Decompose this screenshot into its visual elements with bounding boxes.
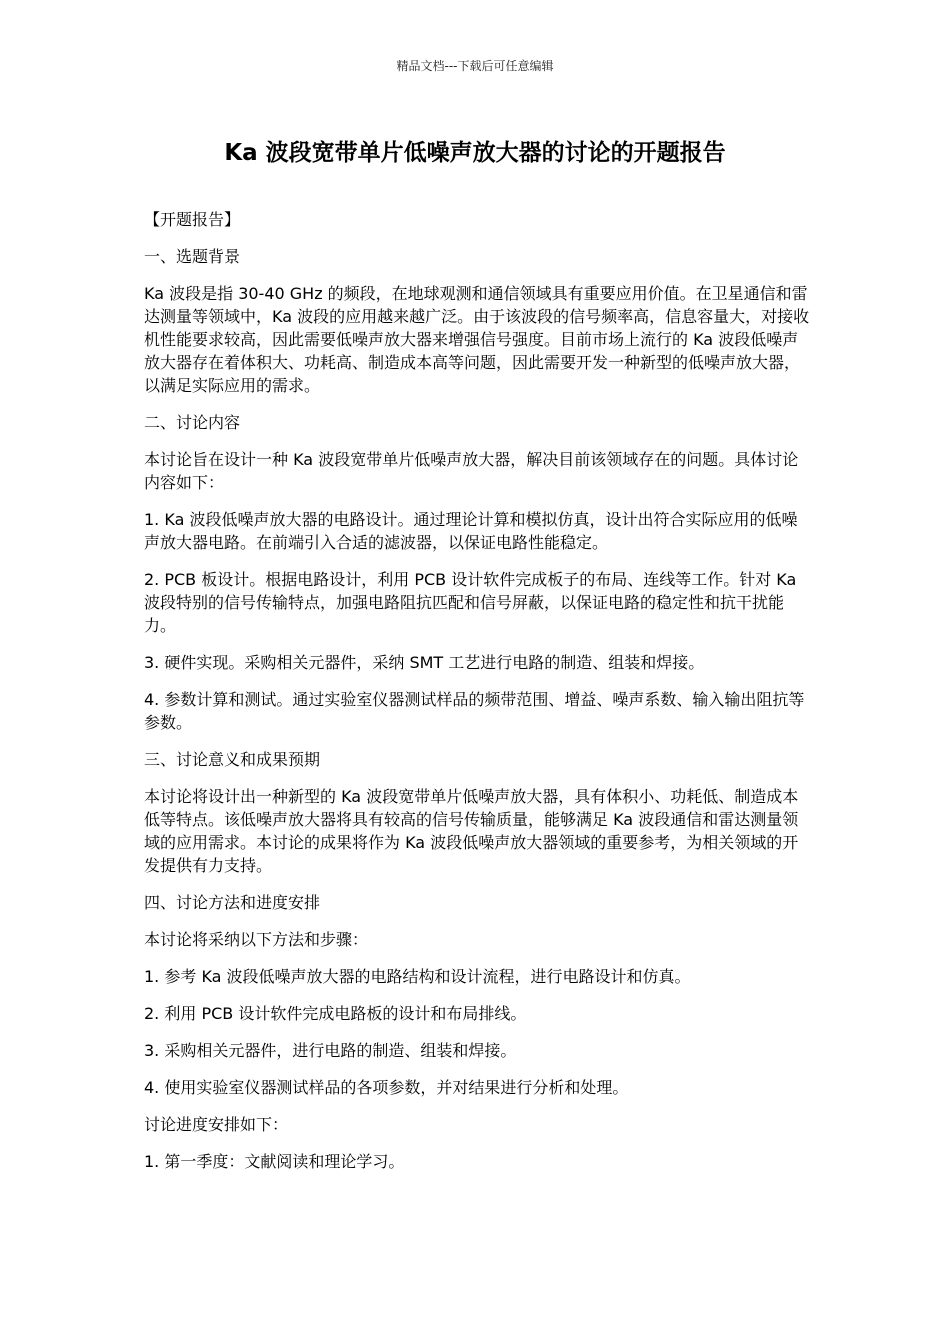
list-item-method-2: 2. 利用 PCB 设计软件完成电路板的设计和布局排线。: [144, 1004, 527, 1023]
section-heading-background: 一、选题背景: [144, 247, 241, 266]
list-item-method-1: 1. 参考 Ka 波段低噪声放大器的电路结构和设计流程，进行电路设计和仿真。: [144, 967, 691, 986]
list-item-schedule-1: 1. 第一季度：文献阅读和理论学习。: [144, 1152, 405, 1171]
paragraph-significance: 本讨论将设计出一种新型的 Ka 波段宽带单片低噪声放大器，具有体积小、功耗低、制造成本低等特点。该低噪声放大器将具有较高的信号传输质量，能够满足 Ka 波段通信和雷达测量领域的应用需求。本讨论的成果将作为 Ka 波段低噪声放大器领域的重要参考，为相关领域的开发提供有力支持。: [144, 787, 799, 875]
section-heading-methods: 四、讨论方法和进度安排: [144, 893, 321, 912]
list-item-method-3: 3. 采购相关元器件，进行电路的制造、组装和焊接。: [144, 1041, 517, 1060]
list-item-content-1: 1. Ka 波段低噪声放大器的电路设计。通过理论计算和模拟仿真，设计出符合实际应用的低噪声放大器电路。在前端引入合适的滤波器，以保证电路性能稳定。: [144, 510, 798, 552]
paragraph-background: Ka 波段是指 30-40 GHz 的频段，在地球观测和通信领域具有重要应用价值。在卫星通信和雷达测量等领域中，Ka 波段的应用越来越广泛。由于该波段的信号频率高，信息容量大，对接收机性能要求较高，因此需要低噪声放大器来增强信号强度。目前市场上流行的 Ka 波段低噪声放大器存在着体积大、功耗高、制造成本高等问题，因此需要开发一种新型的低噪声放大器，以满足实际应用的需求。: [144, 284, 810, 395]
paragraph-content-intro: 本讨论旨在设计一种 Ka 波段宽带单片低噪声放大器，解决目前该领域存在的问题。具体讨论内容如下：: [144, 450, 799, 492]
list-item-content-3: 3. 硬件实现。采购相关元器件，采纳 SMT 工艺进行电路的制造、组装和焊接。: [144, 653, 705, 672]
page-header: 精品文档---下载后可任意编辑: [396, 59, 554, 73]
list-item-method-4: 4. 使用实验室仪器测试样品的各项参数，并对结果进行分析和处理。: [144, 1078, 629, 1097]
section-heading-significance: 三、讨论意义和成果预期: [144, 750, 321, 769]
document-title: Ka 波段宽带单片低噪声放大器的讨论的开题报告: [224, 140, 726, 166]
paragraph-schedule-intro: 讨论进度安排如下：: [144, 1115, 289, 1134]
list-item-content-2: 2. PCB 板设计。根据电路设计，利用 PCB 设计软件完成板子的布局、连线等工作。针对 Ka 波段特别的信号传输特点，加强电路阻抗匹配和信号屏蔽，以保证电路的稳定性和抗干扰能力。: [144, 570, 797, 635]
section-heading-content: 二、讨论内容: [144, 413, 241, 432]
document-body: [144, 208, 812, 1187]
list-item-content-4: 4. 参数计算和测试。通过实验室仪器测试样品的频带范围、增益、噪声系数、输入输出阻抗等参数。: [144, 690, 805, 732]
paragraph-methods-intro: 本讨论将采纳以下方法和步骤：: [144, 930, 369, 949]
report-label: 【开题报告】: [144, 210, 241, 229]
